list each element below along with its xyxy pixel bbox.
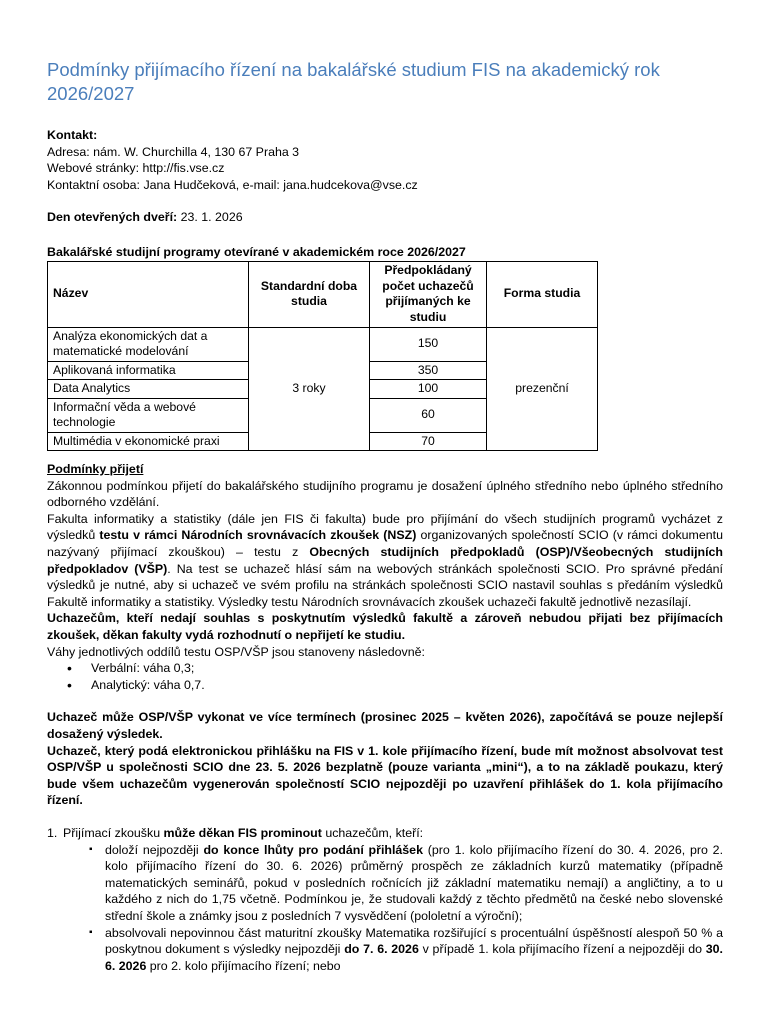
open-day-label: Den otevřených dveří: [47,210,178,225]
text-run: v případě 1. kola přijímacího řízení a nejpozději do [418,942,706,957]
page-title: Podmínky přijímacího řízení na bakalářské studium FIS na akademický rok 2026/2027 [47,59,660,104]
text-run: doloží nejpozději [105,842,204,857]
list-item [47,825,723,974]
list-number: 1. [47,825,58,840]
header-form: Forma studia [487,261,598,327]
program-count: 70 [370,432,487,451]
header-duration: Standardní doba studia [249,261,370,327]
text-run-bold: může děkan FIS prominout [163,825,322,840]
table-row [48,327,598,361]
programs-heading: Bakalářské studijní programy otevírané v akademickém roce 2026/2027 [47,244,466,259]
weights-list [47,660,723,693]
header-name: Název [48,261,249,327]
text-run: Přijímací zkoušku [63,825,164,840]
document-page [47,58,723,974]
text-run: pro 2. kolo přijímacího řízení; nebo [146,958,341,973]
programs-table [47,261,598,452]
open-day-date: 23. 1. 2026 [177,210,243,225]
text-run-bold: do konce lhůty pro podání přihlášek [203,842,423,857]
program-name: Informační věda a webové technologie [48,398,249,432]
contact-person: Kontaktní osoba: Jana Hudčeková, e-mail: jana.hudcekova@vse.cz [47,177,418,192]
text-run-bold: Obecných studijních předpokladů (OSP)/Všeobecných studijních předpokladov (VŠP) [47,545,723,576]
program-name: Analýza ekonomických dat a matematické modelování [48,327,249,361]
program-count: 60 [370,398,487,432]
conditions-paragraph [47,511,723,611]
list-item [63,925,723,975]
text-run: uchazečům, kteří: [321,825,424,840]
text-run: . Na test se uchazeč hlásí sám na webových stránkách společnosti SCIO. Pro správné předání výsledků je nutné, aby si uchazeč ve svém profilu na stránkách společnosti SCIO nastavil souhlas s předáním výsledků Fakultě informatiky a statistiky. Výsledky testu Národních srovnávacích zkoušek uchazeči fakultě jednotlivě nezasílají. [47,561,724,609]
text-run-bold: do 7. 6. 2026 [344,942,419,957]
table-header-row [48,261,598,327]
exemption-list [47,825,723,974]
text-run: organizovaných společností SCIO (v rámci dokumentu nazývaný přijímací zkouškou) – testu z [47,528,723,560]
voucher-paragraph: Uchazeč, který podá elektronickou přihlášku na FIS v 1. kole přijímacího řízení, bude mít možnost absolvovat test OSP/VŠP u společnosti SCIO dne 23. 5. 2026 bezplatně (pouze varianta „mini“), a to na základě poukazu, který bude všem uchazečům vygenerován společností SCIO nejpozději po uzavření přihlášek do 1. kola přijímacího řízení. [47,743,723,808]
terms-paragraph: Uchazeč může OSP/VŠP vykonat ve více termínech (prosinec 2025 – květen 2026), započítává se pouze nejlepší dosažený výsledek. [47,710,723,741]
program-name: Data Analytics [48,380,249,399]
list-item: • Verbální: váha 0,3; [47,660,723,677]
program-name: Aplikovaná informatika [48,361,249,380]
text-run: Fakulta informatiky a statistiky (dále jen FIS či fakulta) bude pro přijímání do všech studijních programů vycházet z výsledků [47,511,723,543]
program-form: prezenční [487,327,598,451]
open-day [47,209,723,226]
program-count: 350 [370,361,487,380]
list-item [63,842,723,925]
exemption-intro [63,825,723,842]
conditions-section [47,461,723,809]
header-count: Předpokládaný počet uchazečů přijímaných ke studiu [370,261,487,327]
text-run-bold: testu v rámci Národních srovnávacích zkoušek (NSZ) [99,528,417,543]
contact-web: Webové stránky: http://fis.vse.cz [47,161,225,176]
program-count: 150 [370,327,487,361]
text-run: absolvovali nepovinnou část maturitní zkoušky Matematika rozšiřující s procentuální úspěšností alespoň 50 % a poskytnou dokument s výsledky nejpozději [105,925,723,957]
text-run: (pro 1. kolo přijímacího řízení do 30. 4. 2026, pro 2. kolo přijímacího řízení do 30. 6. 2026) průměrný prospěch ze základních kurzů matematiky (případně matematických seminářů, pokud v posledních ročnících již základní matematiku nemají) a angličtiny, a to u každého z nich do 1,75 včetně. Podmínkou je, že studovali každý z těchto předmětů na české nebo slovenské střední škole a známky jsou z posledních 7 vysvědčení (pololetní a výroční); [105,842,724,923]
exemption-sublist [63,842,723,975]
conditions-heading: Podmínky přijetí [47,462,144,477]
program-count: 100 [370,380,487,399]
contact-heading: Kontakt: [47,128,98,142]
program-name: Multimédia v ekonomické praxi [48,432,249,451]
program-duration: 3 roky [249,327,370,451]
conditions-paragraph: Zákonnou podmínkou přijetí do bakalářského studijního programu je dosažení úplného středního nebo úplného středního odborného vzdělání. [47,478,723,510]
list-item: • Analytický: váha 0,7. [47,677,723,694]
contact-address: Adresa: nám. W. Churchilla 4, 130 67 Praha 3 [47,144,300,159]
text-run-bold: 30. 6. 2026 [105,942,723,973]
weights-intro: Váhy jednotlivých oddílů testu OSP/VŠP jsou stanoveny následovně: [47,644,425,659]
contact-section [47,127,723,193]
consent-paragraph: Uchazečům, kteří nedají souhlas s poskytnutím výsledků fakultě a zároveň nebudou přijati bez přijímacích zkoušek, děkan fakulty vydá rozhodnutí o nepřijetí ke studiu. [47,611,723,642]
